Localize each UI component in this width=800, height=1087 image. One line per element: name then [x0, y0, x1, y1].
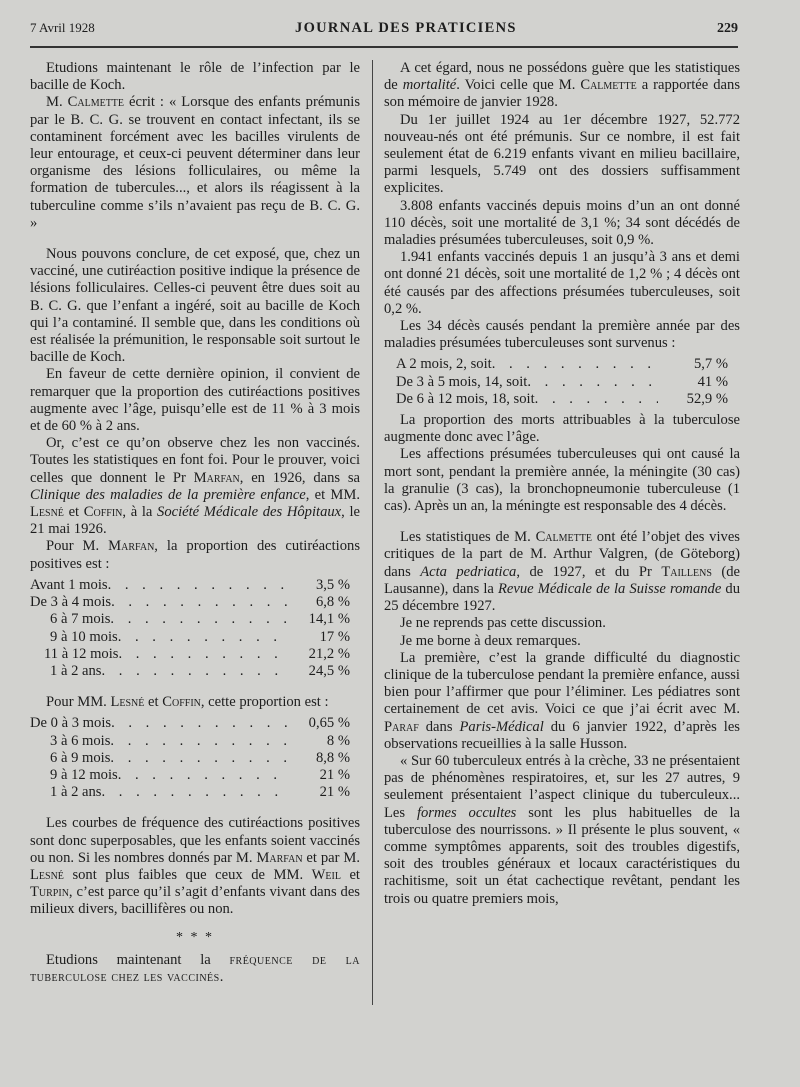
- paragraph: Pour M. Marfan, la proportion des cutiréactions positives est :: [30, 538, 360, 572]
- table-row: 9 à 12 mois . . . 21 %: [30, 767, 360, 784]
- paragraph: Du 1er juillet 1924 au 1er décembre 1927, 52.772 nouveau-nés ont été prémunis. Sur ce nombre, il est fait seulement état de 6.219 enfants vivant en milieu bacillaire, parmi lesquels, 5.749 ont des dossiers suffisamment explicites.: [384, 111, 740, 197]
- lesne-coffin-table: [30, 715, 360, 801]
- paragraph: Les affections présumées tuberculeuses qui ont causé la mort sont, pendant la première année, la méningite (30 cas) la granulie (3 cas), la bronchopneumonie tuberculeuse (1 cas). Après un an, la méningte est responsable des 4 décès.: [384, 446, 740, 515]
- table-row: 6 à 7 mois . . . 14,1 %: [30, 611, 360, 628]
- paragraph: M. Calmette écrit : « Lorsque des enfants prémunis par le B. C. G. se trouvent en contact infectant, ils se contaminent forcément avec les bacilles virulents de leur entourage, et ceux-ci peuvent déterminer dans leur organisme des lésions folliculaires, ou même la formation de tubercules..., et alors ils réagissent à la tuberculine comme s’ils n’avaient pas reçu de B. C. G. »: [30, 94, 360, 231]
- table-row: 1 à 2 ans . . . 24,5 %: [30, 663, 360, 680]
- column-divider: [372, 60, 373, 1005]
- table-row: De 0 à 3 mois . . . 0,65 %: [30, 715, 360, 732]
- paragraph: 3.808 enfants vaccinés depuis moins d’un an ont donné 110 décès, soit une mortalité de 3,1 %; 34 sont décédés de maladies présumées tuberculeuses, soit 0,9 %.: [384, 197, 740, 249]
- table-row: Avant 1 mois . . . 3,5 %: [30, 577, 360, 594]
- paragraph: Or, c’est ce qu’on observe chez les non vaccinés. Toutes les statistiques en font foi. Pour le prouver, voici celles que donnent le Pr Marfan, en 1926, dans sa Clinique des maladies de la première enfance, et MM. Lesné et Coffin, à la Société Médicale des Hôpitaux, le 21 mai 1926.: [30, 435, 360, 538]
- journal-title: JOURNAL DES PRATICIENS: [295, 20, 517, 36]
- table-row: De 6 à 12 mois, 18, soit . . . 52,9 %: [396, 391, 728, 408]
- table-row: A 2 mois, 2, soit . . . 5,7 %: [396, 356, 728, 373]
- paragraph: Je me borne à deux remarques.: [400, 632, 581, 649]
- paragraph: Je ne reprends pas cette discussion.: [400, 615, 606, 632]
- table-row: 1 à 2 ans . . . 21 %: [30, 784, 360, 801]
- paragraph: Nous pouvons conclure, de cet exposé, que, chez un vacciné, une cutiréaction positive indique la présence de lésions folliculaires. Celles-ci peuvent être dues soit au B. C. G. que l’enfant a ingéré, soit au bacille de Koch qui l’a contaminé. Il semble que, dans les conditions où est réalisée la prémunition, le responsable soit surtout le bacille de Koch.: [30, 246, 360, 366]
- paragraph: Les courbes de fréquence des cutiréactions positives sont donc superposables, que les enfants soient vaccinés ou non. Si les nombres donnés par M. Marfan et par M. Lesné sont plus faibles que ceux de MM. Weil et Turpin, c’est parce qu’il s’agit d’enfants vivant dans des milieux divers, bacillifères ou non.: [30, 815, 360, 918]
- header-date: 7 Avril 1928: [30, 20, 95, 35]
- author-name: Calmette: [67, 94, 125, 111]
- section-separator: * * *: [176, 929, 214, 945]
- paragraph: La première, c’est la grande difficulté du diagnostic clinique de la tuberculose pendant la première enfance, aussi bien pour l’affirmer que pour l’éliminer. Les pédiatres sont certainement de cet avis. Voici ce que j’ai écrit avec M. Paraf dans Paris-Médical du 6 janvier 1922, d’après les observations recueillies à la salle Husson.: [384, 649, 740, 752]
- table-row: 9 à 10 mois . . . 17 %: [30, 629, 360, 646]
- paragraph: En faveur de cette dernière opinion, il convient de remarquer que la proportion des cutiréactions positives augmente avec l’âge, puisqu’elle est de 11 % à 3 mois et de 60 % à 2 ans.: [30, 366, 360, 435]
- left-column: [30, 60, 360, 986]
- paragraph: Les statistiques de M. Calmette ont été l’objet des vives critiques de la part de M. Arthur Valgren, (de Göteborg) dans Acta pedriatica, de 1927, et du Pr Taillens (de Lausanne), dans la Revue Médicale de la Suisse romande du 25 décembre 1927.: [384, 529, 740, 615]
- paragraph: Les 34 décès causés pendant la première année par des maladies présumées tuberculeuses sont survenus :: [384, 318, 740, 352]
- table-row: De 3 à 4 mois . . . 6,8 %: [30, 594, 360, 611]
- paragraph: « Sur 60 tuberculeux entrés à la crèche, 33 ne présentaient pas de phénomènes respiratoires, et, sur les 27 autres, 9 seulement présentaient l’aspect clinique du tuberculeux... Les formes occultes sont les plus habituelles de la tuberculose des nourrissons. » Il présente le plus souvent, « comme symptômes apparents, soit des troubles digestifs, soit des troubles généraux et locaux caractéristiques du rachitisme, soit un état cachectique revêtant, pendant les trois ou quatre premiers mois,: [384, 752, 740, 907]
- table-row: 11 à 12 mois . . . 21,2 %: [30, 646, 360, 663]
- paragraph: La proportion des morts attribuables à la tuberculose augmente donc avec l’âge.: [384, 412, 740, 446]
- right-column: [384, 60, 740, 908]
- paragraph: Etudions maintenant la fréquence de la tuberculose chez les vaccinés.: [30, 951, 360, 985]
- paragraph: A cet égard, nous ne possédons guère que les statistiques de mortalité. Voici celle que M. Calmette a rapportée dans son mémoire de janvier 1928.: [384, 60, 740, 111]
- running-header: [30, 20, 738, 48]
- page-number: 229: [717, 21, 738, 36]
- paragraph: 1.941 enfants vaccinés depuis 1 an jusqu’à 3 ans et demi ont donné 21 décès, soit une mortalité de 1,2 % ; 4 décès ont été causés par des affections présumées tuberculeuses, soit 0,2 %.: [384, 249, 740, 317]
- paragraph: Etudions maintenant le rôle de l’infection par le bacille de Koch.: [30, 60, 360, 94]
- table-row: De 3 à 5 mois, 14, soit . . . 41 %: [396, 374, 728, 391]
- table-row: 6 à 9 mois . . . 8,8 %: [30, 750, 360, 767]
- table-row: 3 à 6 mois . . . 8 %: [30, 733, 360, 750]
- deaths-table: [384, 356, 740, 408]
- marfan-table: [30, 577, 360, 680]
- paragraph: Pour MM. Lesné et Coffin, cette proportion est :: [46, 694, 329, 711]
